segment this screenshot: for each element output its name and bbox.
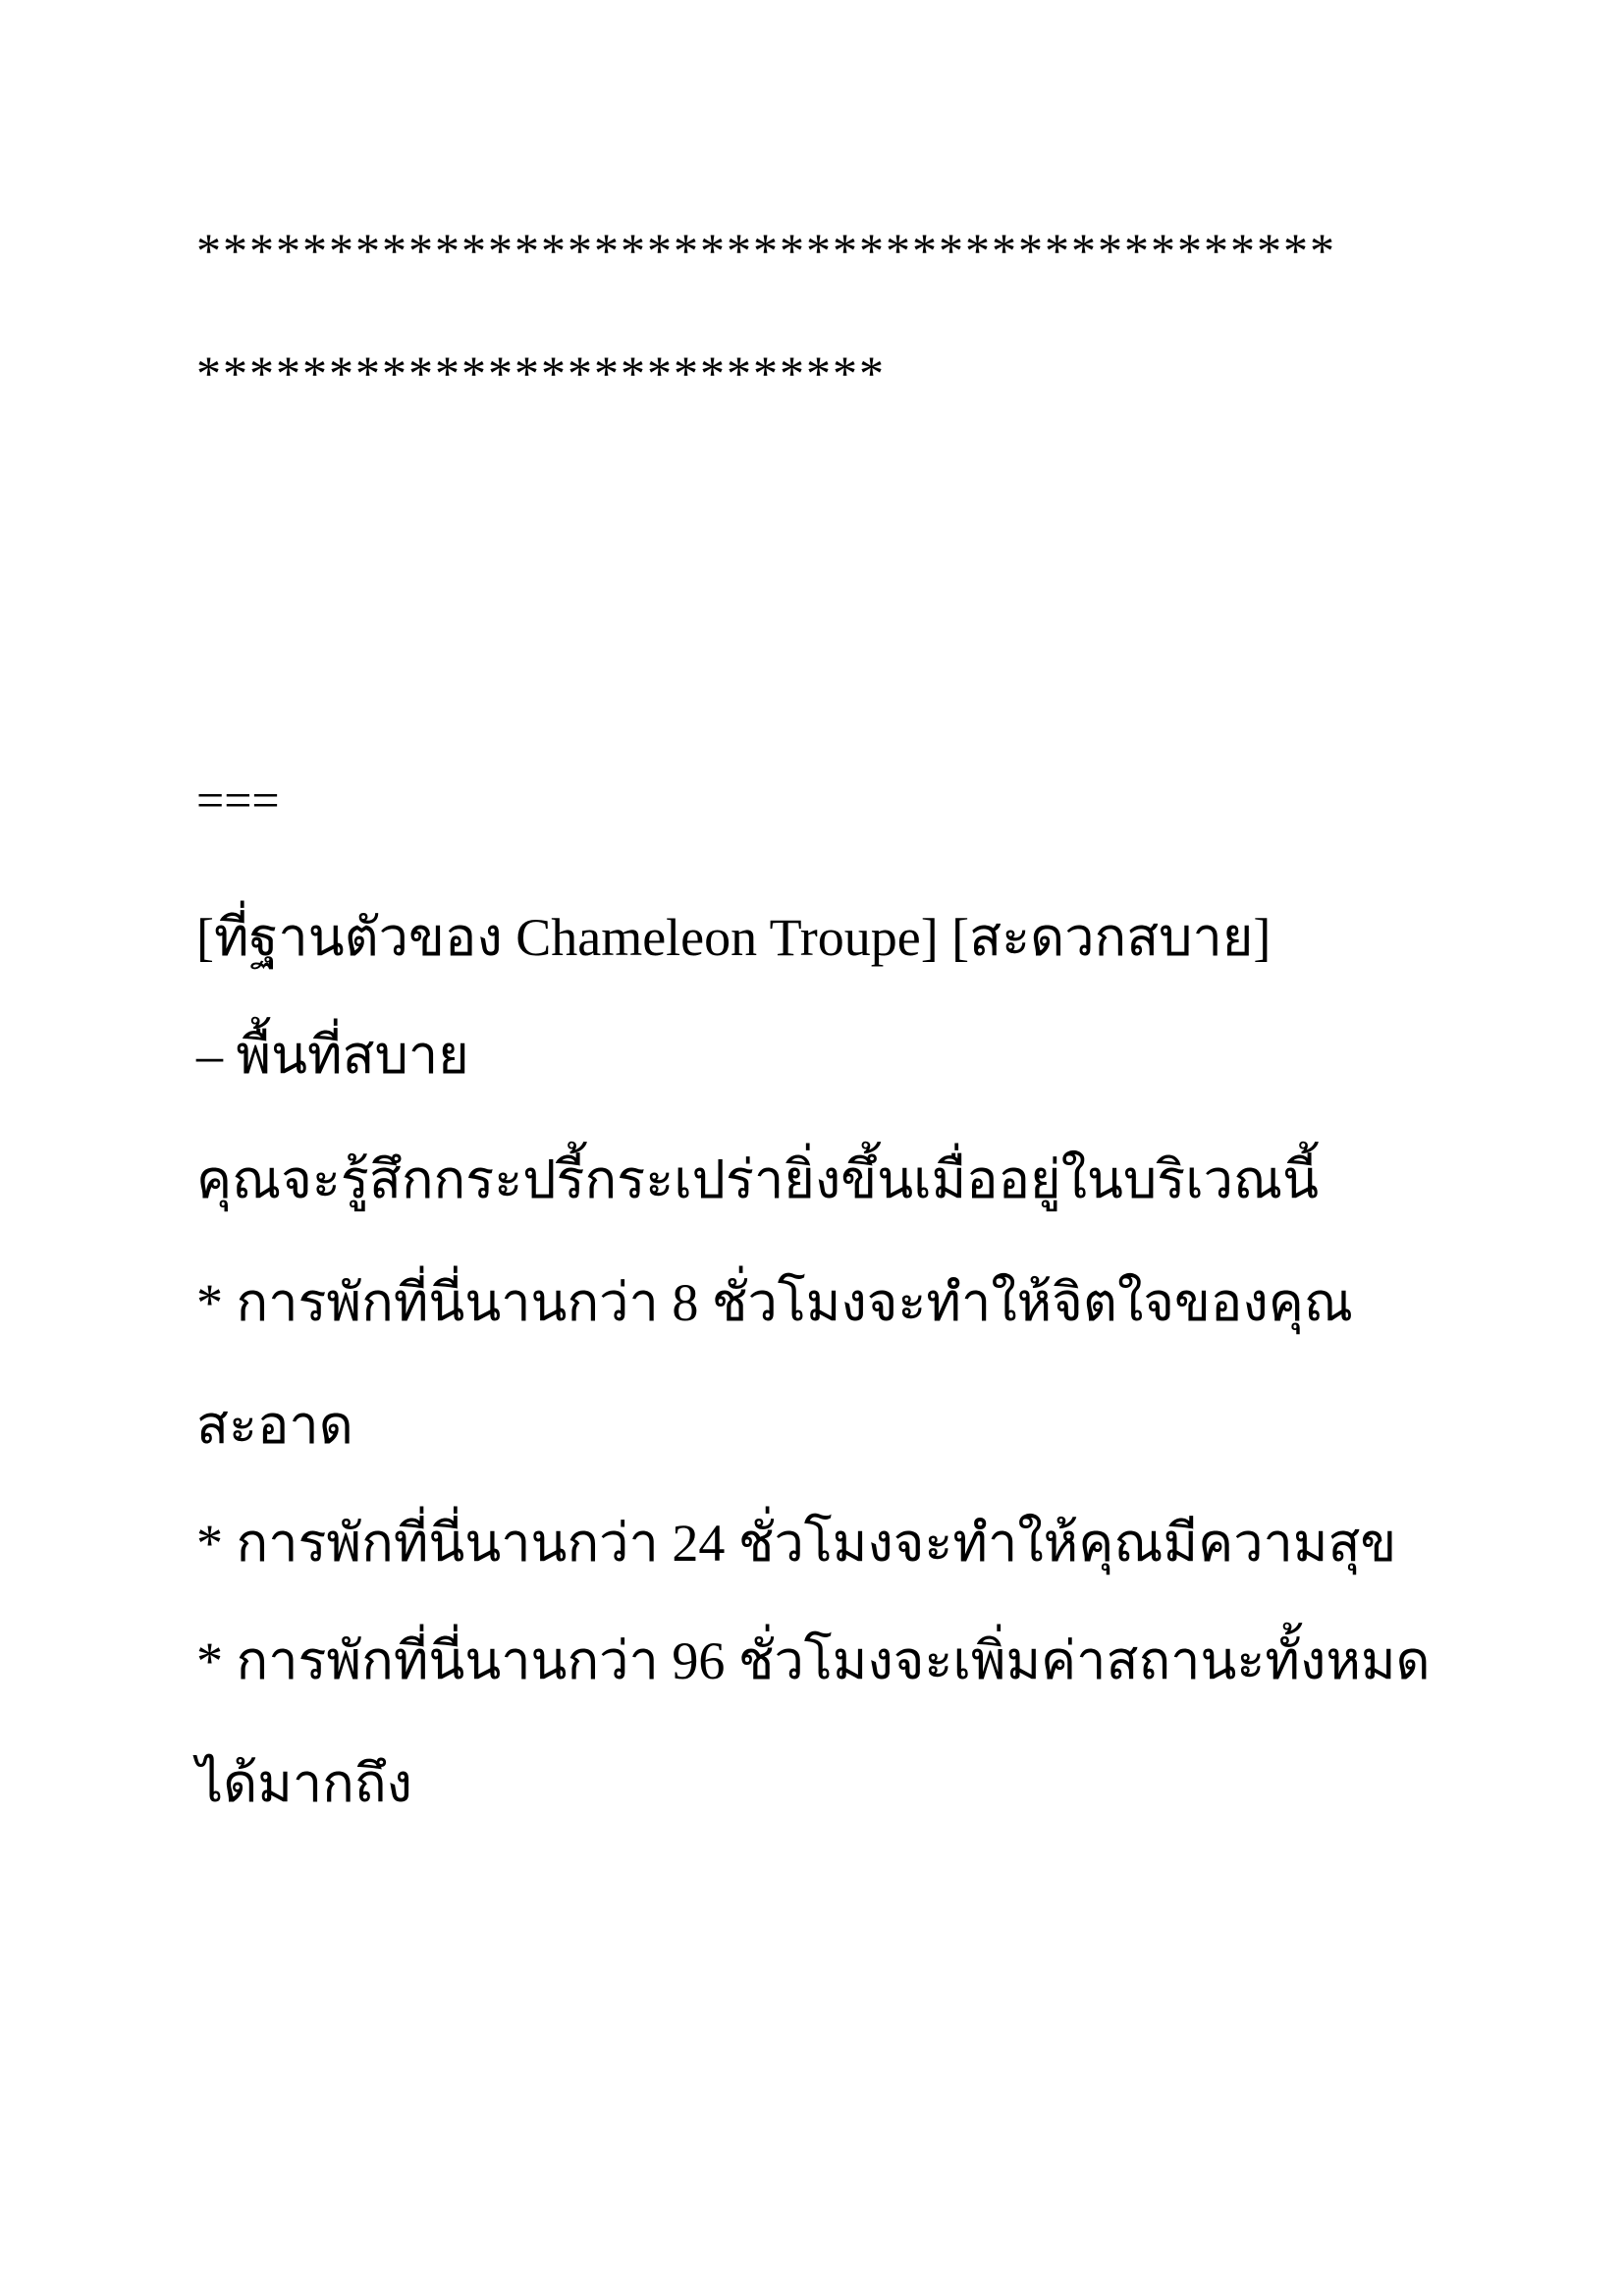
- bullet-item-1-line-2: สะอาด: [196, 1396, 353, 1455]
- asterisk-divider-line-1: *******************************************: [196, 223, 1336, 278]
- bullet-item-3-line-1: * การพักที่นี่นานกว่า 96 ชั่วโมงจะเพิ่มค่าสถานะทั้งหมด: [196, 1631, 1431, 1690]
- intro-paragraph: คุณจะรู้สึกกระปรี้กระเปร่ายิ่งขึ้นเมื่ออยู่ในบริเวณนี้: [196, 1150, 1320, 1209]
- bullet-item-2: * การพักที่นี่นานกว่า 24 ชั่วโมงจะทำให้คุณมีความสุข: [196, 1514, 1397, 1573]
- asterisk-divider-line-2: **************************: [196, 346, 886, 400]
- section-subheading: – พื้นที่สบาย: [196, 1026, 469, 1085]
- bullet-item-1-line-1: * การพักที่นี่นานกว่า 8 ชั่วโมงจะทำให้จิตใจของคุณ: [196, 1273, 1353, 1332]
- bullet-item-3-line-2: ได้มากถึง: [196, 1754, 412, 1813]
- section-separator: ===: [196, 773, 280, 828]
- section-heading: [ที่ฐานตัวของ Chameleon Troupe] [สะดวกสบาย]: [196, 908, 1272, 967]
